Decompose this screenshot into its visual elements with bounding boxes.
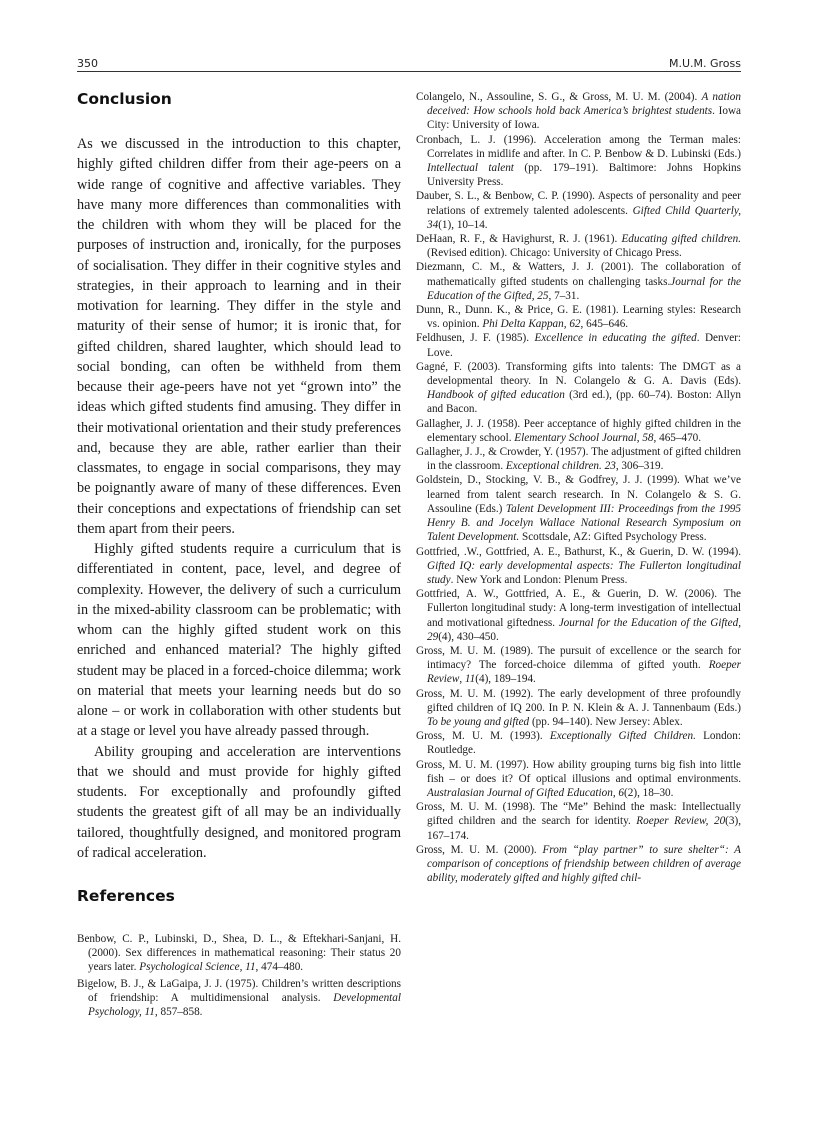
conclusion-paragraph: As we discussed in the introduction to this chapter, highly gifted children differ from their age-peers on a wide range of cognitive and affective variables. They have many more differences than commonalities with the children with whom they will be placed for the purposes of instruction and, ironically, for the purposes of socialisation. They differ in their cognitive styles and strategies, in their approach to learning and in their motivation for learning. They differ in the style and maturity of their sense of humor; it is ironic that, for gifted children, shared laughter, which should lead to social bonding, can often be withheld from them because their age-peers have not yet “grown into” the ideas which gifted students find amusing. They differ in their motivational orientation and their study preferences and, because they are able, rather earlier than their classmates, to engage in social comparisons, they may be poignantly aware of many of these differences. Even their conceptions and expectations of friendship can set them apart from their peers. bbox=[77, 136, 401, 537]
conclusion-body bbox=[77, 134, 401, 863]
reference-entry: Gross, M. U. M. (1998). The “Me” Behind the mask: Intellectually gifted children and the search for identity. Roeper Review, 20(3), 167–174. bbox=[416, 801, 742, 842]
reference-entry: Gross, M. U. M. (2000). From “play partner” to sure shelter“: A comparison of conceptions of friendship between children of average ability, moderately gifted and highly gifted chil- bbox=[416, 843, 742, 885]
reference-entry: Benbow, C. P., Lubinski, D., Shea, D. L., & Eftekhari-Sanjani, H. (2000). Sex differences in mathematical reasoning: Their status 20 years later. Psychological Science, 11, 474–480. bbox=[77, 933, 401, 974]
reference-entry: Gross, M. U. M. (1993). Exceptionally Gifted Children. London: Routledge. bbox=[416, 730, 741, 757]
reference-entry: Feldhusen, J. F. (1985). Excellence in educating the gifted. Denver: Love. bbox=[416, 332, 741, 359]
running-header bbox=[77, 56, 741, 72]
reference-entry: Gottfried, A. W., Gottfried, A. E., & Guerin, D. W. (2006). The Fullerton longitudinal study: A long-term investigation of intellectual and motivational giftedness. Journal for the Education of the Gifted, 29(4), 430–450. bbox=[416, 588, 741, 643]
reference-entry: Goldstein, D., Stocking, V. B., & Godfrey, J. J. (1999). What we’ve learned from talent search research. In N. Colangelo & S. G. Assouline (Eds.) Talent Development III: Proceedings from the 1995 Henry B. and Jocelyn Wallace National Research Symposium on Talent Development. Scottsdale, AZ: Gifted Psychology Press. bbox=[416, 474, 741, 544]
conclusion-paragraph: Highly gifted students require a curriculum that is differentiated in content, pace, level, and degree of complexity. However, the delivery of such a curriculum in the mixed-ability classroom can be problematic; with whom can the highly gifted student work on this enriched and enhanced material? The highly gifted student may be placed in a forced-choice dilemma; work on material that meets your learning needs but do so alone – or work in collaboration with other students but at a stage or level you have already passed through. bbox=[77, 541, 401, 740]
conclusion-paragraph: Ability grouping and acceleration are interventions that we should and must provide for highly gifted students. For exceptionally and profoundly gifted students the greatest gift of all may be an individually tailored, thoughtfully designed, and monitored program of radical acceleration. bbox=[77, 743, 401, 861]
reference-entry: Dauber, S. L., & Benbow, C. P. (1990). Aspects of personality and peer relations of extremely talented adolescents. Gifted Child Quarterly, 34(1), 10–14. bbox=[416, 190, 741, 231]
left-column bbox=[77, 86, 401, 863]
reference-entry: Gallagher, J. J., & Crowder, Y. (1957). The adjustment of gifted children in the classroom. Exceptional children. 23, 306–319. bbox=[416, 446, 741, 473]
references-list-right bbox=[416, 90, 741, 885]
reference-entry: Bigelow, B. J., & LaGaipa, J. J. (1975). Children’s written descriptions of friendship: A multidimensional analysis. Developmental Psychology, 11, 857–858. bbox=[77, 977, 401, 1019]
reference-entry: Gallagher, J. J. (1958). Peer acceptance of highly gifted children in the elementary school. Elementary School Journal, 58, 465–470. bbox=[416, 417, 741, 444]
reference-entry: Gross, M. U. M. (1992). The early development of three profoundly gifted children of IQ 200. In P. N. Klein & A. J. Tannenbaum (Eds.) To be young and gifted (pp. 94–140). New Jersey: Ablex. bbox=[416, 687, 741, 728]
reference-entry: Gagné, F. (2003). Transforming gifts into talents: The DMGT as a developmental theory. In N. Colangelo & G. A. Davis (Eds). Handbook of gifted education (3rd ed.), (pp. 60–74). Boston: Allyn and Bacon. bbox=[416, 360, 742, 416]
reference-entry: Diezmann, C. M., & Watters, J. J. (2001). The collaboration of mathematically gifted students on challenging tasks.Journal for the Education of the Gifted, 25, 7–31. bbox=[416, 261, 742, 302]
reference-entry: Gottfried, .W., Gottfried, A. E., Bathurst, K., & Guerin, D. W. (1994). Gifted IQ: early developmental aspects: The Fullerton longitudinal study. New York and London: Plenum Press. bbox=[416, 545, 741, 586]
references-list-left bbox=[77, 932, 401, 1019]
reference-entry: Colangelo, N., Assouline, S. G., & Gross, M. U. M. (2004). A nation deceived: How schools hold back America’s brightest students. Iowa City: University of Iowa. bbox=[416, 91, 741, 132]
conclusion-heading: Conclusion bbox=[77, 90, 172, 108]
header-rule bbox=[77, 71, 741, 72]
reference-entry: Dunn, R., Dunn. K., & Price, G. E. (1981). Learning styles: Research vs. opinion. Phi Delta Kappan, 62, 645–646. bbox=[416, 304, 741, 331]
reference-entry: DeHaan, R. F., & Havighurst, R. J. (1961). Educating gifted children. (Revised edition). Chicago: University of Chicago Press. bbox=[416, 233, 741, 260]
reference-entry: Gross, M. U. M. (1997). How ability grouping turns big fish into little fish – or does it? Of optical illusions and optimal environments. Australasian Journal of Gifted Education, 6(2), 18–30. bbox=[416, 758, 741, 799]
running-author: M.U.M. Gross bbox=[668, 57, 741, 70]
references-heading: References bbox=[77, 887, 175, 905]
page-number: 350 bbox=[77, 57, 98, 70]
reference-entry: Cronbach, L. J. (1996). Acceleration among the Terman males: Correlates in midlife and after. In C. P. Benbow & D. Lubinski (Eds.) Intellectual talent (pp. 179–191). Baltimore: Johns Hopkins University Press. bbox=[416, 133, 741, 189]
reference-entry: Gross, M. U. M. (1989). The pursuit of excellence or the search for intimacy? The forced-choice dilemma of gifted youth. Roeper Review, 11(4), 189–194. bbox=[416, 644, 741, 686]
